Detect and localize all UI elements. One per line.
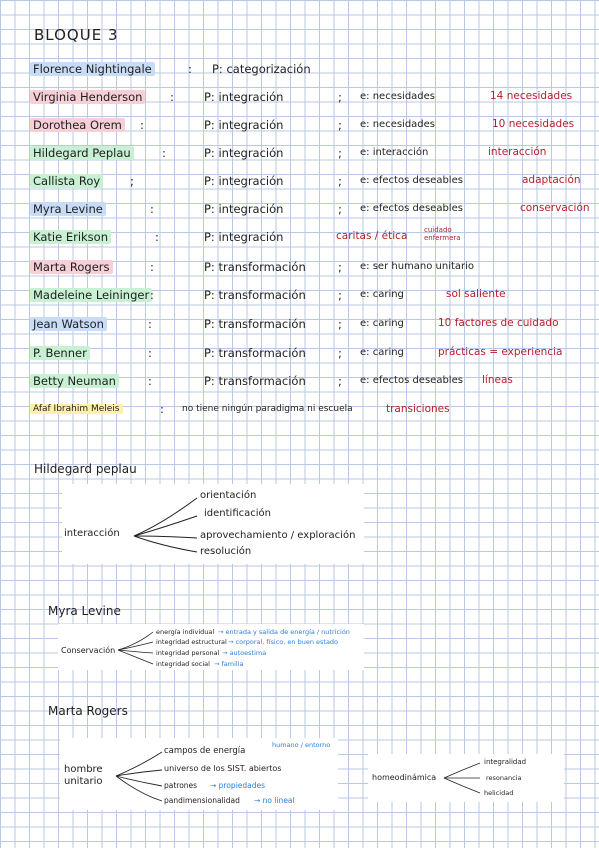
paradigm: P: transformación [204, 346, 306, 360]
rogers-branch: universo de los SIST. abiertos [164, 764, 282, 773]
levine-note: → entrada y salida de energía / nutrición [218, 628, 350, 636]
peplau-branch: resolución [200, 546, 252, 557]
name-separator: : [150, 288, 154, 302]
rogers-branch: campos de energía [164, 746, 246, 756]
theorist-name: Dorothea Orem [30, 118, 125, 132]
school: e: interacción [360, 147, 429, 158]
separator: ; [338, 174, 342, 188]
school: e: efectos deseables [360, 203, 463, 214]
theorist-row [0, 286, 599, 308]
separator: ; [338, 288, 342, 302]
homeodinamica-branch: resonancia [486, 774, 522, 782]
levine-note: → familia [214, 660, 244, 668]
name-separator: : [150, 260, 154, 274]
separator: ; [338, 90, 342, 104]
teacher-note: transiciones [386, 403, 450, 415]
theorist-name: Florence Nightingale [30, 62, 155, 76]
school: e: ser humano unitario [360, 261, 475, 272]
separator: ; [338, 317, 342, 331]
name-separator: : [162, 146, 166, 160]
peplau-branch: aprovechamiento / exploración [200, 530, 356, 541]
paradigm: P: integración [204, 118, 284, 132]
rogers-diagram [60, 738, 338, 810]
paradigm: P: categorización [212, 62, 311, 76]
theorist-row [0, 344, 599, 366]
paradigm: P: transformación [204, 288, 306, 302]
teacher-note: 10 necesidades [492, 118, 575, 130]
theorist-name: Betty Neuman [30, 374, 119, 388]
paradigm: P: integración [204, 202, 284, 216]
rogers-root: hombre unitario [64, 764, 103, 787]
paradigm: P: transformación [204, 317, 306, 331]
rogers-note: → no lineal [254, 796, 295, 805]
peplau-root: interacción [64, 528, 120, 539]
paradigm: P: integración [204, 146, 284, 160]
theorist-name: Virginia Henderson [30, 90, 145, 104]
teacher-note: adaptación [522, 174, 581, 186]
levine-heading: Myra Levine [48, 604, 121, 618]
levine-branch: integridad personal [156, 649, 220, 657]
teacher-note: caritas / ética [336, 230, 408, 242]
page-title: BLOQUE 3 [34, 26, 119, 44]
teacher-note: sol saliente [446, 288, 506, 300]
theorist-row [0, 372, 599, 394]
levine-branch: integridad estructural [156, 638, 227, 646]
peplau-branch: identificación [204, 508, 271, 519]
name-separator: : [155, 230, 159, 244]
theorist-row [0, 228, 599, 250]
theorist-name: Madeleine Leininger [30, 288, 152, 302]
paradigm: P: integración [204, 174, 284, 188]
school: e: caring [360, 318, 404, 329]
levine-diagram [58, 624, 364, 670]
levine-note: → autoestima [222, 649, 267, 657]
paradigm: P: transformación [204, 374, 306, 388]
paradigm: no tiene ningún paradigma ni escuela [182, 404, 353, 414]
theorist-row [0, 88, 599, 110]
peplau-heading: Hildegard peplau [34, 462, 137, 476]
theorist-name: Afaf Ibrahim Meleis [30, 404, 123, 414]
rogers-heading: Marta Rogers [48, 704, 128, 718]
teacher-note: interacción [488, 146, 547, 158]
rogers-branch-sup: humano / entorno [272, 741, 331, 749]
separator: ; [338, 146, 342, 160]
separator: ; [338, 374, 342, 388]
paradigm: P: transformación [204, 260, 306, 274]
theorist-name: Katie Erikson [30, 230, 111, 244]
name-separator: : [148, 374, 152, 388]
school: e: efectos deseables [360, 175, 463, 186]
name-separator: : [148, 317, 152, 331]
theorist-name: Jean Watson [30, 317, 107, 331]
separator: ; [338, 260, 342, 274]
theorist-row [0, 172, 599, 194]
rogers-note: → propiedades [210, 781, 266, 790]
homeodinamica-branch: helicidad [484, 789, 514, 797]
homeodinamica-branch: integralidad [484, 758, 527, 766]
theorist-name: Marta Rogers [30, 260, 113, 274]
separator: ; [338, 118, 342, 132]
teacher-note: 14 necesidades [490, 90, 573, 102]
levine-branch: energía individual [156, 628, 215, 636]
peplau-branch: orientación [200, 490, 257, 501]
separator: ; [338, 346, 342, 360]
theorist-row [0, 200, 599, 222]
name-separator: : [150, 202, 154, 216]
homeodinamica-diagram [368, 754, 564, 802]
peplau-diagram [62, 484, 364, 564]
rogers-branch: pandimensionalidad [164, 796, 240, 805]
paradigm: P: integración [204, 90, 284, 104]
school: e: caring [360, 289, 404, 300]
school: e: caring [360, 347, 404, 358]
name-separator: : [188, 62, 192, 76]
theorist-name: Hildegard Peplau [30, 146, 134, 160]
name-separator: : [140, 118, 144, 132]
theorist-name: Myra Levine [30, 202, 106, 216]
teacher-note: conservación [520, 202, 590, 214]
paradigm: P: integración [204, 230, 284, 244]
teacher-note: 10 factores de cuidado [438, 317, 559, 329]
teacher-note: prácticas = experiencia [438, 346, 563, 358]
theorist-row [0, 60, 599, 82]
name-separator: : [170, 90, 174, 104]
rogers-branch: patrones [164, 781, 198, 790]
theorist-row [0, 116, 599, 138]
school: e: necesidades [360, 91, 436, 102]
theorist-row [0, 400, 599, 422]
theorist-row [0, 258, 599, 280]
theorist-row [0, 315, 599, 337]
levine-root: Conservación [61, 646, 116, 655]
separator: ; [338, 202, 342, 216]
name-separator: : [160, 402, 164, 416]
teacher-note-sup: cuidado enfermera [424, 226, 461, 242]
school: e: efectos deseables [360, 375, 463, 386]
school: e: necesidades [360, 119, 436, 130]
theorist-name: Callista Roy [30, 174, 103, 188]
levine-note: → corporal, físico, en buen estado [228, 638, 339, 646]
theorist-row [0, 144, 599, 166]
name-separator: ; [130, 174, 134, 188]
levine-branch: integridad social [156, 660, 210, 668]
teacher-note: líneas [482, 374, 513, 386]
theorist-name: P. Benner [30, 346, 90, 360]
name-separator: : [148, 346, 152, 360]
homeodinamica-root: homeodinámica [372, 773, 437, 782]
